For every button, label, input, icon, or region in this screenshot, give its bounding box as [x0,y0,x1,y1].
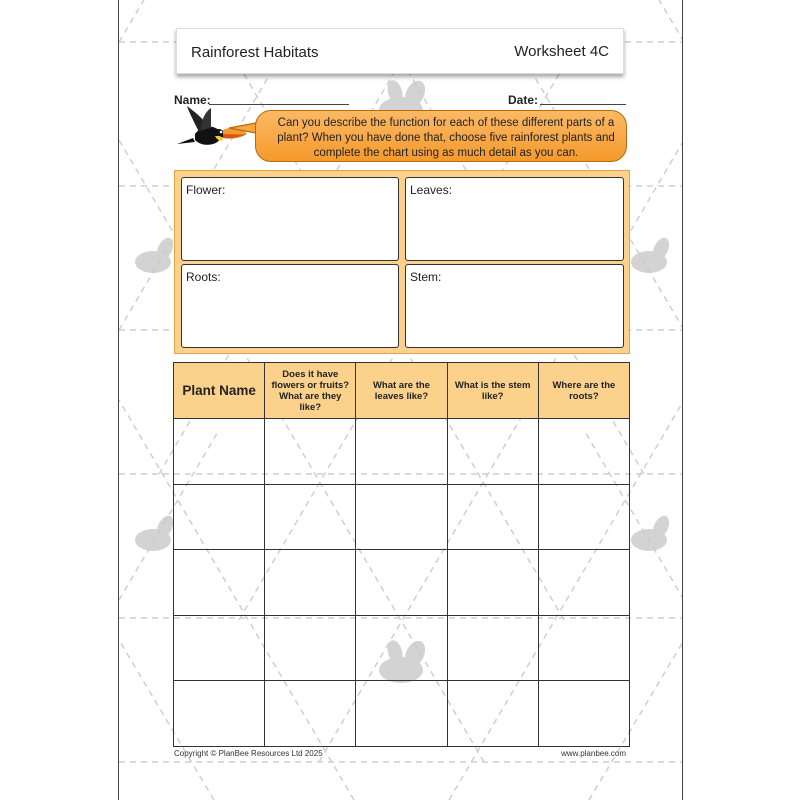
date-label: Date: [508,93,539,107]
roots-label: Roots: [186,270,221,284]
table-cell[interactable] [447,550,538,616]
table-cell[interactable] [265,484,356,550]
table-cell[interactable] [174,615,265,681]
stem-label: Stem: [410,270,442,284]
header-roots: Where are the roots? [538,363,629,419]
table-cell[interactable] [447,681,538,747]
table-cell[interactable] [174,550,265,616]
table-cell[interactable] [356,681,447,747]
table-row [174,615,630,681]
instructions-bubble: Can you describe the function for each of these different parts of a plant? When you have done that, choose five rainforest plants and complete the chart using as much detail as you can. [255,110,627,162]
worksheet-number: Worksheet 4C [514,43,609,60]
table-row [174,484,630,550]
flower-label: Flower: [186,183,226,197]
table-cell[interactable] [447,484,538,550]
website-link[interactable]: www.planbee.com [561,749,626,758]
plant-parts-panel [174,170,630,354]
title-bar [176,28,624,74]
table-cell[interactable] [265,681,356,747]
chart-header-row [174,363,630,419]
leaves-box[interactable] [405,177,624,261]
name-label: Name: [174,93,211,107]
stem-box[interactable] [405,264,624,348]
table-cell[interactable] [356,419,447,485]
table-cell[interactable] [356,615,447,681]
table-cell[interactable] [447,419,538,485]
table-cell[interactable] [265,550,356,616]
table-cell[interactable] [356,484,447,550]
header-leaves: What are the leaves like? [356,363,447,419]
table-cell[interactable] [538,419,629,485]
table-cell[interactable] [265,615,356,681]
header-stem: What is the stem like? [447,363,538,419]
flower-box[interactable] [181,177,399,261]
worksheet-page [118,0,683,800]
table-cell[interactable] [538,615,629,681]
copyright-text: Copyright © PlanBee Resources Ltd 2025 [174,749,323,758]
table-cell[interactable] [265,419,356,485]
leaves-label: Leaves: [410,183,453,197]
table-cell[interactable] [174,484,265,550]
table-row [174,419,630,485]
worksheet-title: Rainforest Habitats [191,44,319,61]
table-row [174,550,630,616]
roots-box[interactable] [181,264,399,348]
header-flowers-fruits: Does it have flowers or fruits? What are they like? [265,363,356,419]
plant-chart [173,362,630,747]
table-cell[interactable] [447,615,538,681]
table-cell[interactable] [538,681,629,747]
date-field[interactable] [540,104,626,105]
table-cell[interactable] [174,419,265,485]
table-cell[interactable] [356,550,447,616]
table-cell[interactable] [174,681,265,747]
table-cell[interactable] [538,484,629,550]
header-plant-name: Plant Name [174,363,265,419]
table-cell[interactable] [538,550,629,616]
table-row [174,681,630,747]
